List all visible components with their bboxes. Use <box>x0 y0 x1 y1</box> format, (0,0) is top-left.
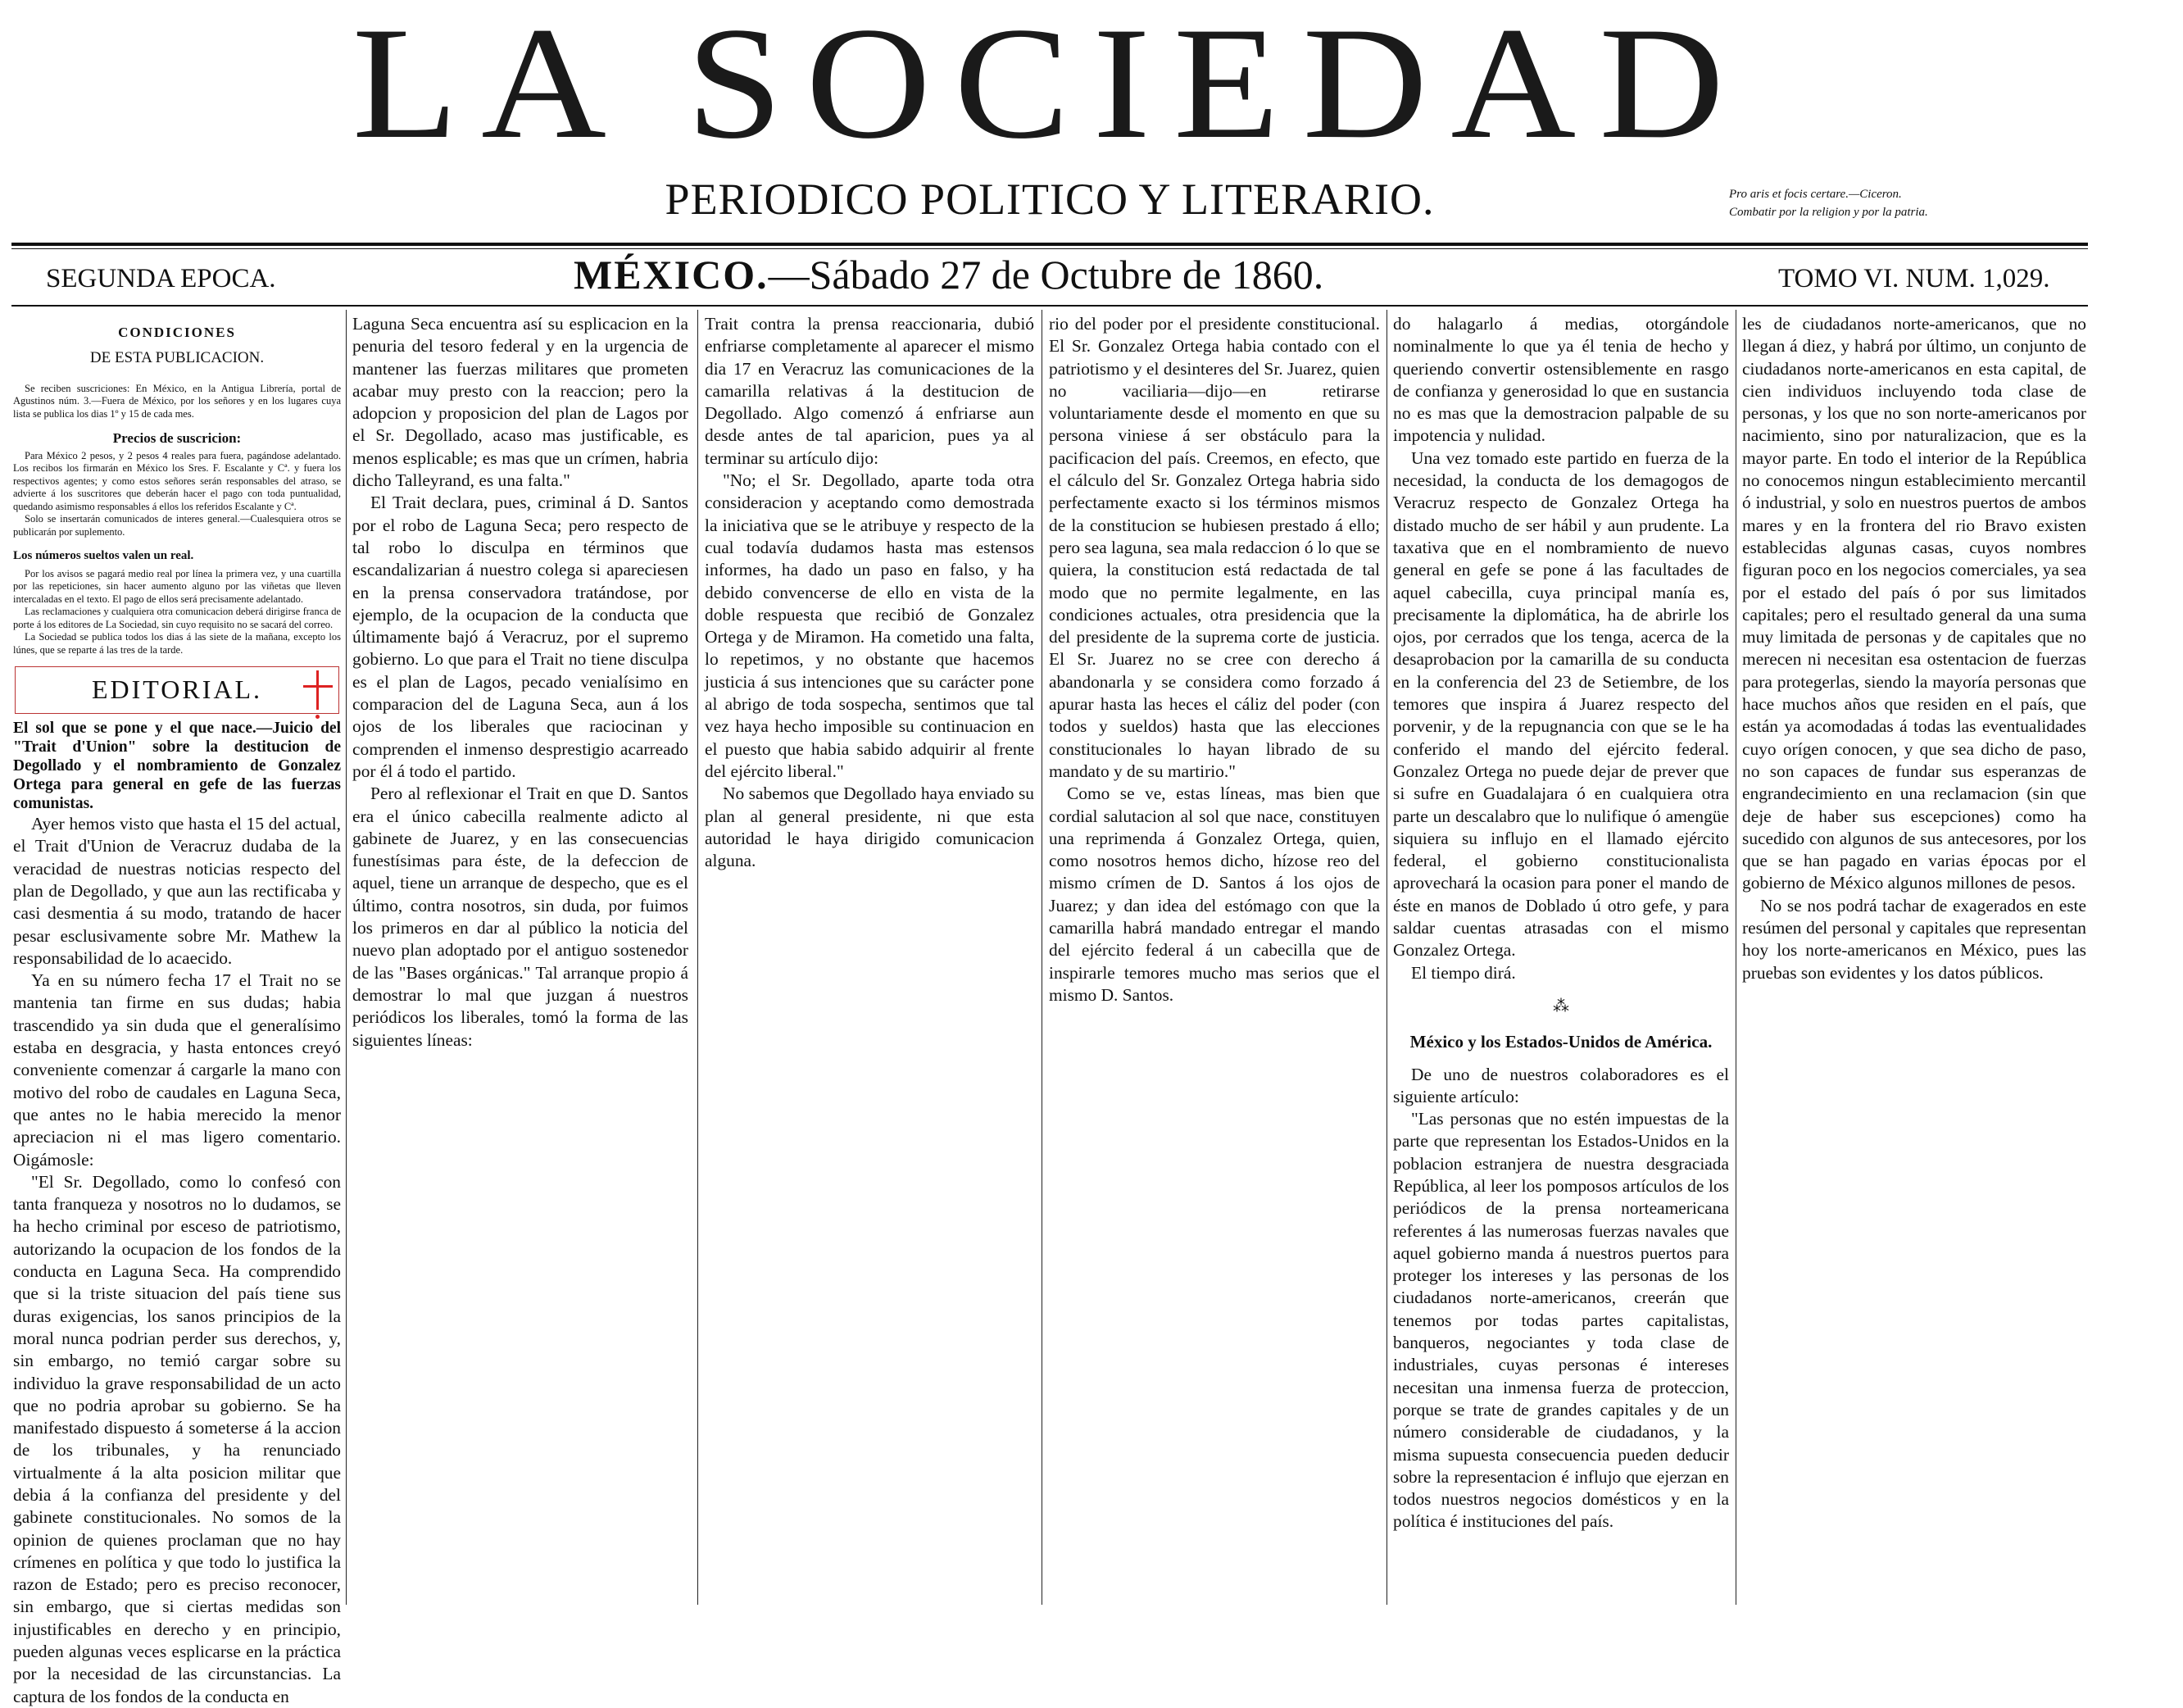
editorial-summary: El sol que se pone y el que nace.—Juicio del "Trait d'Union" sobre la destitucion de Degollado y el nombramiento de Gonzalez Ortega para general en gefe de las fuerzas comunistas. <box>13 720 341 813</box>
editorial-label: EDITORIAL. <box>91 675 263 705</box>
editorial-paragraph: Ayer hemos visto que hasta el 15 del actual, el Trait d'Union de Veracruz dudaba de la veracidad de nuestras noticias respecto del plan de Degollado, y que aun las rectificaba y casi desmentia á su modo, tratando de hacer pesar esclusivamente sobre Mr. Mathew la responsabilidad de lo acaecido. <box>13 814 341 968</box>
conditions-schedule: La Sociedad se publica todos los dias á las siete de la mañana, excepto los lúnes, que se reparte á las tres de la tarde. <box>13 631 341 656</box>
article-paragraph: Laguna Seca encuentra así su esplicacion en la penuria del tesoro federal y en la urgencia de mantener las fuerzas militares que prometen acabar muy presto con la reaccion; pero la adopcion y proposicion del plan de Lagos por el Sr. Degollado, acaso mas justificable, es menos esplicable; es mas que un crímen, habria dicho Talleyrand, es una falta." <box>352 314 688 491</box>
dateline-rule <box>11 305 2088 307</box>
column-2 <box>352 313 688 1604</box>
article-paragraph: rio del poder por el presidente constitucional. El Sr. Gonzalez Ortega habia contado con el patriotismo y el desinteres del Sr. Juarez, quien no vaciliaria—dijo—en retirarse voluntariamente desde el momento en que su persona viniese á ser obstáculo para la pacificacion del país. Creemos, en efecto, que el cálculo del Sr. Gonzalez Ortega habria sido perfectamente exacto si los términos mismos de la constitucion se hubiesen prestado á ello; pero sea laguna, sea mala redaccion ó lo que se quiera, la constitucion está redactada de tal modo que no permite legalmente, en las condiciones actuales, otra presidencia que la del presidente de la suprema corte de justicia. El Sr. Juarez no se cree con derecho á abandonarla y se considera como forzado á apurar hasta las heces el cáliz del poder (con todos y sueldos) hasta que las elecciones constitucionales lo hayan librado de su mandato y de su martirio." <box>1049 314 1380 781</box>
dateline-city: MÉXICO. <box>574 252 769 298</box>
column-1 <box>13 313 341 1706</box>
column-4 <box>1049 313 1380 1604</box>
masthead <box>0 0 2099 254</box>
article-paragraph: "No; el Sr. Degollado, aparte toda otra consideracion y aceptando como demostrada la iniciativa que se le atribuye y respecto de la cual todavía dudamos hasta mas estensos informes, ha dado un paso en falso, y ha debido convencerse de ello en vista de la doble respuesta que recibió de Gonzalez Ortega y de Miramon. Ha cometido una falta, lo repetimos, y no obstante que hacemos justicia á sus intenciones que su carácter pone al abrigo de toda sospecha, sentimos que tal vez haya hecho imposible su continuacion en el puesto que habia sabido adquirir al frente del ejército liberal." <box>705 470 1034 781</box>
masthead-rule-thin <box>11 248 2088 249</box>
article-paragraph: do halagarlo á medias, otorgándole nominalmente lo que ya él tenia de hecho y queriendo convertir ostensiblemente en rasgo de confianza y generosidad lo que en sustancia no es mas que la demostracion palpable de su impotencia y nulidad. <box>1393 314 1729 446</box>
motto-line-1: Pro aris et focis certare.—Ciceron. <box>1729 188 1902 201</box>
dateline <box>574 251 1557 298</box>
article-paragraph: De uno de nuestros colaboradores es el siguiente artículo: <box>1393 1064 1729 1106</box>
section-title: México y los Estados-Unidos de América. <box>1409 1032 1713 1052</box>
prices-heading: Precios de suscricion: <box>112 430 242 447</box>
article-paragraph: Pero al reflexionar el Trait en que D. Santos era el único cabecilla realmente adicto al gabinete de Juarez, y en las consecuencias funestísimas para éste, de la defeccion de aquel, tiene un arranque de despecho, que es el último, contra nosotros, sin duda, por fuimos los primeros en dar al público la noticia del nuevo plan adoptado por el antiguo sostenedor de las "Bases orgánicas." Tal arranque propio á demostrar lo mal que juzgan á nuestros periódicos los liberales, tomó la forma de las siguientes líneas: <box>352 784 688 1050</box>
column-6 <box>1742 313 2086 1604</box>
conditions-subtitle: DE ESTA PUBLICACION. <box>89 349 265 367</box>
column-separator <box>1386 310 1387 1605</box>
newspaper-title: LA SOCIEDAD <box>352 0 1748 172</box>
conditions-intro: Se reciben suscriciones: En México, en la Antigua Librería, portal de Agustinos núm. 3.—Fuera de México, por los señores y en los lugares cuya lista se publica los dias 1º y 15 de cada mes. <box>13 382 341 420</box>
red-annotation-mark <box>303 670 336 720</box>
editorial-paragraph: Ya en su número fecha 17 el Trait no se mantenia tan firme en sus dudas; habia trascendido ya sin duda que el generalísimo estaba en desgracia, y hasta entonces creyó conveniente comenzar á cargarle la mano con motivo del robo de caudales en Laguna Seca, que antes no le habia merecido la menor apreciacion ni el mas ligero comentario. Oigámosle: <box>13 970 341 1170</box>
newspaper-subtitle: PERIODICO POLITICO Y LITERARIO. <box>665 175 1435 224</box>
motto <box>1729 185 2090 221</box>
edition-label: SEGUNDA EPOCA. <box>46 264 276 293</box>
article-paragraph: El tiempo dirá. <box>1411 962 1516 983</box>
article-paragraph: Trait contra la prensa reaccionaria, dubió enfriarse completamente al aparecer el mismo dia 17 en Veracruz las comunicaciones de la camarilla relativas á la destitucion de Degollado. Algo comenzó á enfriarse aun desde antes de tal aparicion, pues ya al terminar su artículo dijo: <box>705 314 1034 468</box>
column-5 <box>1393 313 1729 1604</box>
editorial-paragraph: "El Sr. Degollado, como lo confesó con tanta franqueza y nosotros no lo dudamos, se ha hecho criminal por esceso de patriotismo, autorizando la ocupacion de los fondos de la conducta en Laguna Seca. Ha comprendido que si la triste situacion del país tiene sus duras exigencias, los sanos principios de la moral nunca podrian perder sus derechos, y, sin embargo, no temió cargar sobre su individuo la grave responsabilidad de un acto que no podria aprobar su gobierno. Se ha manifestado dispuesto á someterse á la accion de los tribunales, y ha renunciado virtualmente á la alta posicion militar que debia á la confianza del presidente y del gabinete constitucionales. No somos de la opinion de quienes proclaman que no hay crímenes en política y que todo lo justifica la razon de Estado; pero es preciso reconocer, sin embargo, que si ciertas medidas son injustificables en derecho y en principio, pueden algunas veces esplicarse en la práctica por la necesidad de las circunstancias. La captura de los fondos de la conducta en <box>13 1171 341 1706</box>
motto-line-2: Combatir por la religion y por la patria. <box>1729 206 1928 219</box>
article-paragraph: Una vez tomado este partido en fuerza de la necesidad, la conducta de los demagogos de Veracruz respecto de Gonzalez Ortega ha distado mucho de ser hábil y aun prudente. La taxativa que en el nombramiento de nuevo general en gefe se pone á las facultades de aquel cabecilla, cuya principal manía es, precisamente la diplomática, ha de abrirle los ojos, por cerrados que los tenga, acerca de la desaprobacion por la camarilla de su conducta en la conferencia del 23 de Setiembre, de los temores que inspira á Juarez respecto del porvenir, y de la repugnancia con que se le ha conferido el mando del ejército federal. Gonzalez Ortega no puede dejar de prever que si sufre en Guadalajara ó en cualquiera otra parte un descalabro que lo nulifique ó amengüe siquiera su influjo en el llamado ejército federal, el gobierno constitucionalista aprovechará la ocasion para poner el mando de éste en manos de Doblado ú otro gefe, y para saldar cuentas atrasadas con el mismo Gonzalez Ortega. <box>1393 447 1729 961</box>
editorial-header-box <box>15 666 339 714</box>
article-paragraph: No sabemos que Degollado haya enviado su plan al general presidente, ni que esta autoridad le haya dirigido comunicacion alguna. <box>705 784 1034 871</box>
conditions-notices: Solo se insertarán comunicados de interes general.—Cualesquiera otros se publicarán por suplemento. <box>13 513 341 538</box>
conditions-title: CONDICIONES <box>118 325 236 340</box>
article-paragraph: les de ciudadanos norte-americanos, que no llegan á diez, y habrá por último, un conjunto de ciudadanos norte-americanos en esta capital, de cien individuos incluyendo toda clase de personas, y los que no son norte-americanos por nacimiento, sino por naturalizacion, que es la mayor parte. En todo el interior de la República no conocemos ningun establecimiento mercantil ó industrial, y solo en nuestros puertos de ambos mares y en la frontera del rio Bravo existen establecidas algunas casas, cuyos nombres figuran poco en los negocios comerciales, ya sea por el estado del país ó por sus limitados capitales; pero el resultado general da una suma muy limitada de personas y de capitales que no merecen ni necesitan esa ostentacion de fuerzas para protegerlas, siendo la mayoría personas que hace muchos años que residen en el país, que están ya acomodadas á todas las eventualidades cuyo orígen conocen, y que sea dicho de paso, no son capaces de fundar sus esperanzas de engrandecimiento en una reclamacion (sin que deje de haber sus escepciones) como ha sucedido con algunos de sus antecesores, por los que se han pagado en varias épocas por el gobierno de México algunos millones de pesos. <box>1742 314 2086 893</box>
article-paragraph: Como se ve, estas líneas, mas bien que cordial salutacion al sol que nace, constituyen una reprimenda á Gonzalez Ortega, quien, como nosotros hemos dicho, hízose reo del mismo crímen de D. Santos á los ojos de Juarez; y dan idea del estómago con que la camarilla habrá mandado entregar el mando del ejército federal á un cabecilla que de inspirarle temores mucho mas serios que el mismo D. Santos. <box>1049 784 1380 1005</box>
loose-numbers-heading: Los números sueltos valen un real. <box>13 549 194 563</box>
article-paragraph: "Las personas que no estén impuestas de la parte que representan los Estados-Unidos en la poblacion estranjera de nuestra desgraciada República, al leer los pomposos artículos de los periódicos de la prensa norteamericana referentes á las numerosas fuerzas navales que aquel gobierno manda á nuestros puertos para proteger los intereses y las personas de los ciudadanos norte-americanos, creerán que tenemos por todas partes capitalistas, banqueros, negociantes y toda clase de industriales, cuyas personas é intereses necesitan una inmensa fuerza de proteccion, porque se trate de grandes capitales y de un número considerable de ciudadanos, y la misma supuesta consecuencia pueden deducir sobre la representacion é influjo que ejerzan en todos nuestros negocios domésticos y en la política é instituciones del país. <box>1393 1109 1729 1532</box>
tome-number: TOMO VI. NUM. 1,029. <box>1778 264 2050 293</box>
column-separator <box>346 310 347 1605</box>
column-3 <box>705 313 1034 1604</box>
article-paragraph: No se nos podrá tachar de exagerados en este resúmen del personal y capitales que representan hoy los norte-americanos en México, pues las pruebas son evidentes y los datos públicos. <box>1742 895 2086 983</box>
column-separator <box>697 310 698 1605</box>
dateline-date: —Sábado 27 de Octubre de 1860. <box>768 252 1324 298</box>
conditions-body <box>13 383 341 657</box>
section-ornament: ⁂ <box>1553 997 1569 1015</box>
article-paragraph: El Trait declara, pues, criminal á D. Santos por el robo de Laguna Seca; pero respecto de tal robo lo disculpa en términos que escandalizarian á nuestro colega si apareciesen en la prensa conservadora tratándose, por ejemplo, de la ocupacion de la conducta que últimamente bajó á Veracruz, por el supremo gobierno. Lo que para el Trait no tiene disculpa es el plan de Lagos, pecado venialísimo en comparacion del de Laguna Seca, aun á los ojos de los liberales que raciocinan y comprenden el inmenso desprestigio acarreado por él á todo el partido. <box>352 493 688 781</box>
masthead-rule-thick <box>11 243 2088 246</box>
conditions-ads: Por los avisos se pagará medio real por línea la primera vez, y una cuartilla por las repeticiones, sin hacer aumento alguno por las viñetas que lleven intercaladas en el texto. El pago de ellos será precisamente adelantado. <box>13 567 341 605</box>
conditions-complaints: Las reclamaciones y cualquiera otra comunicacion deberá dirigirse franca de porte á los editores de La Sociedad, sin cuyo requisito no se sacará del correo. <box>13 606 341 630</box>
conditions-prices: Para México 2 pesos, y 2 pesos 4 reales para fuera, pagándose adelantado. Los recibos los firmarán en México los Sres. F. Escalante y Cª. y fuera los respectivos agentes; y como estos señores serán responsables del atraso, se advierte á los suscritores que deberán hacer el pago con toda puntualidad, quedando asimismo responsables á ellos los referidos Escalante y Cª. <box>13 449 341 512</box>
